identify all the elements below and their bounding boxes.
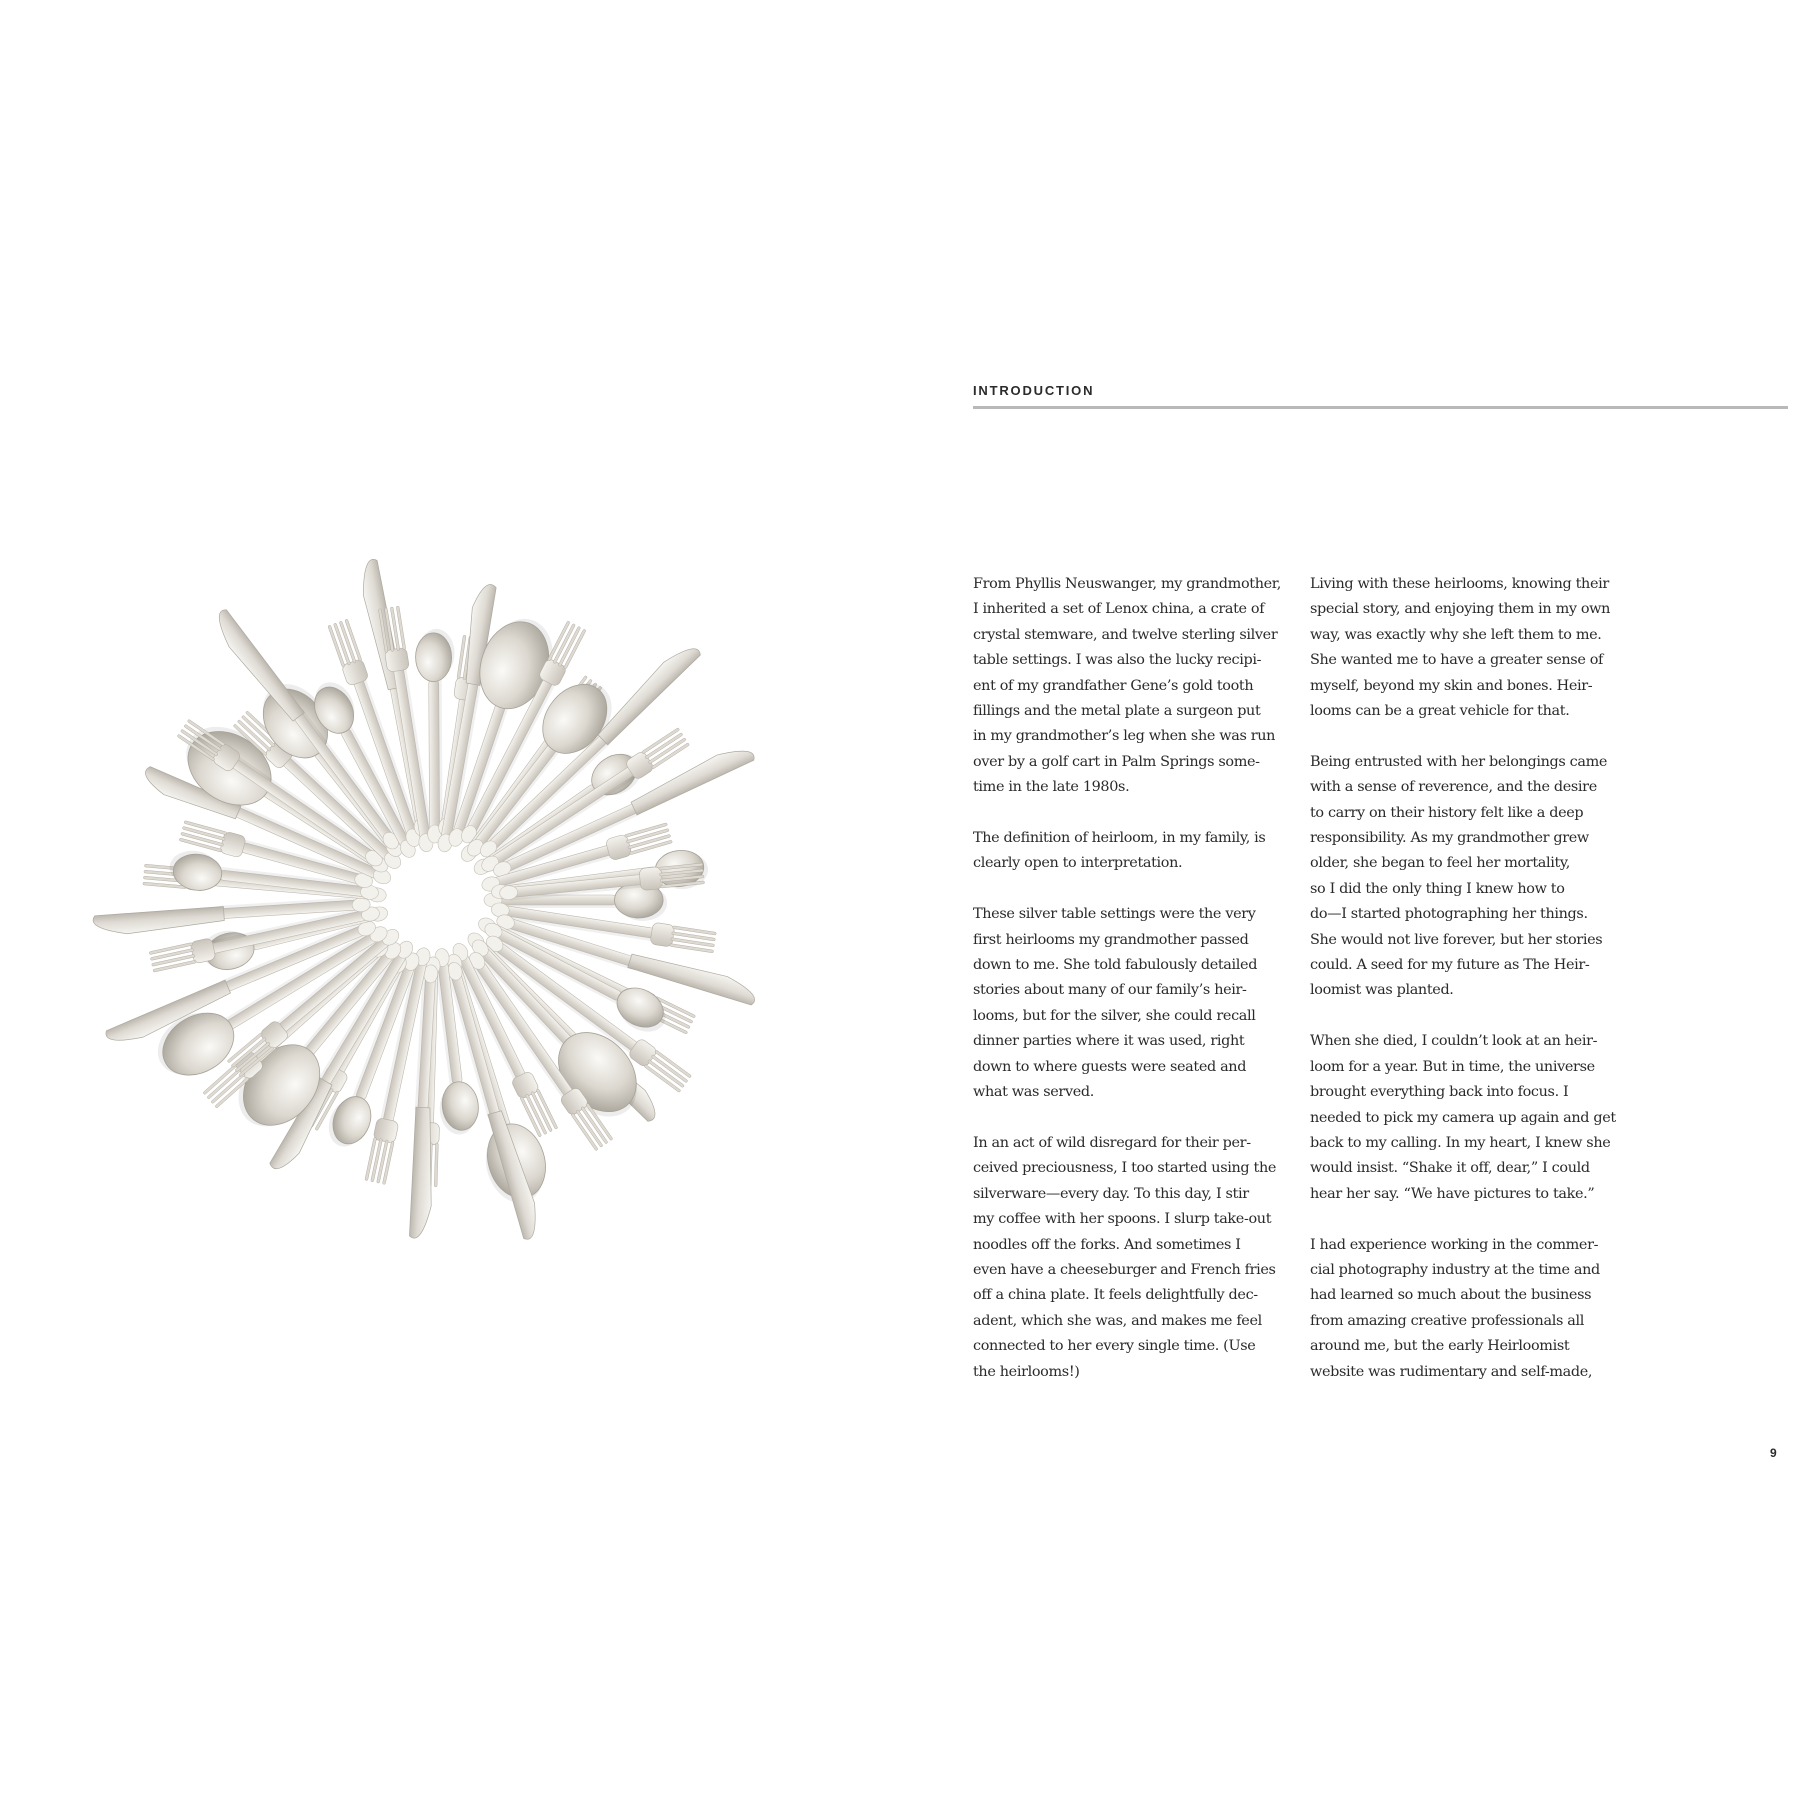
silverware-illustration (55, 520, 815, 1280)
paragraph: In an act of wild disregard for their per- ceived preciousness, I too started using the silverware—every day. To this day, I stir my coffee with her spoons. I slurp take-out noodles off the forks. And sometimes I even have a cheeseburger and French fries off a china plate. It feels delightfully dec- adent, which she was, and makes me feel connected to her every single time. (Use the heirlooms!) (973, 1134, 1277, 1380)
paragraph: These silver table settings were the very first heirlooms my grandmother passed down to me. She told fabulously detailed stories about many of our family’s heir- looms, but for the silver, she could recall dinner parties where it was used, right down to where guests were seated and what was served. (973, 906, 1258, 1101)
paragraph: When she died, I couldn’t look at an heir- loom for a year. But in time, the universe brought everything back into focus. I needed to pick my camera up again and get back to my calling. In my heart, I knew she would insist. “Shake it off, dear,” I could hear her say. “We have pictures to take.” (1310, 1033, 1616, 1202)
header-rule (973, 406, 1788, 409)
section-header (973, 384, 1788, 409)
paragraph: I had experience working in the commer- cial photography industry at the time and had learned so much about the business from amazing creative professionals all around me, but the early Heirloomist website was rudimentary and self-made, (1310, 1236, 1600, 1380)
silverware-starburst-photo (55, 520, 815, 1280)
paragraph: Being entrusted with her belongings came with a sense of reverence, and the desire to carry on their history felt like a deep responsibility. As my grandmother grew older, she began to feel her mortality, so I did the only thing I knew how to do—I started photographing her things. She would not live forever, but her stories could. A seed for my future as The Heir- loomist was planted. (1310, 753, 1608, 999)
section-title: INTRODUCTION (973, 383, 1095, 398)
paragraph: Living with these heirlooms, knowing their special story, and enjoying them in my own way, was exactly why she left them to me. She wanted me to have a greater sense of myself, beyond my skin and bones. Heir- looms can be a great vehicle for that. (1310, 576, 1611, 720)
text-column-right (1310, 572, 1632, 1410)
page-number: 9 (1770, 1446, 1777, 1460)
paragraph: The definition of heirloom, in my family, is clearly open to interpretation. (973, 830, 1266, 872)
text-column-left (973, 572, 1295, 1410)
paragraph: From Phyllis Neuswanger, my grandmother, I inherited a set of Lenox china, a crate of crystal stemware, and twelve sterling silver table settings. I was also the lucky recipi- ent of my grandfather Gene’s gold tooth fillings and the metal plate a surgeon put in my grandmother’s leg when she was run over by a golf cart in Palm Springs some- time in the late 1980s. (973, 576, 1281, 796)
